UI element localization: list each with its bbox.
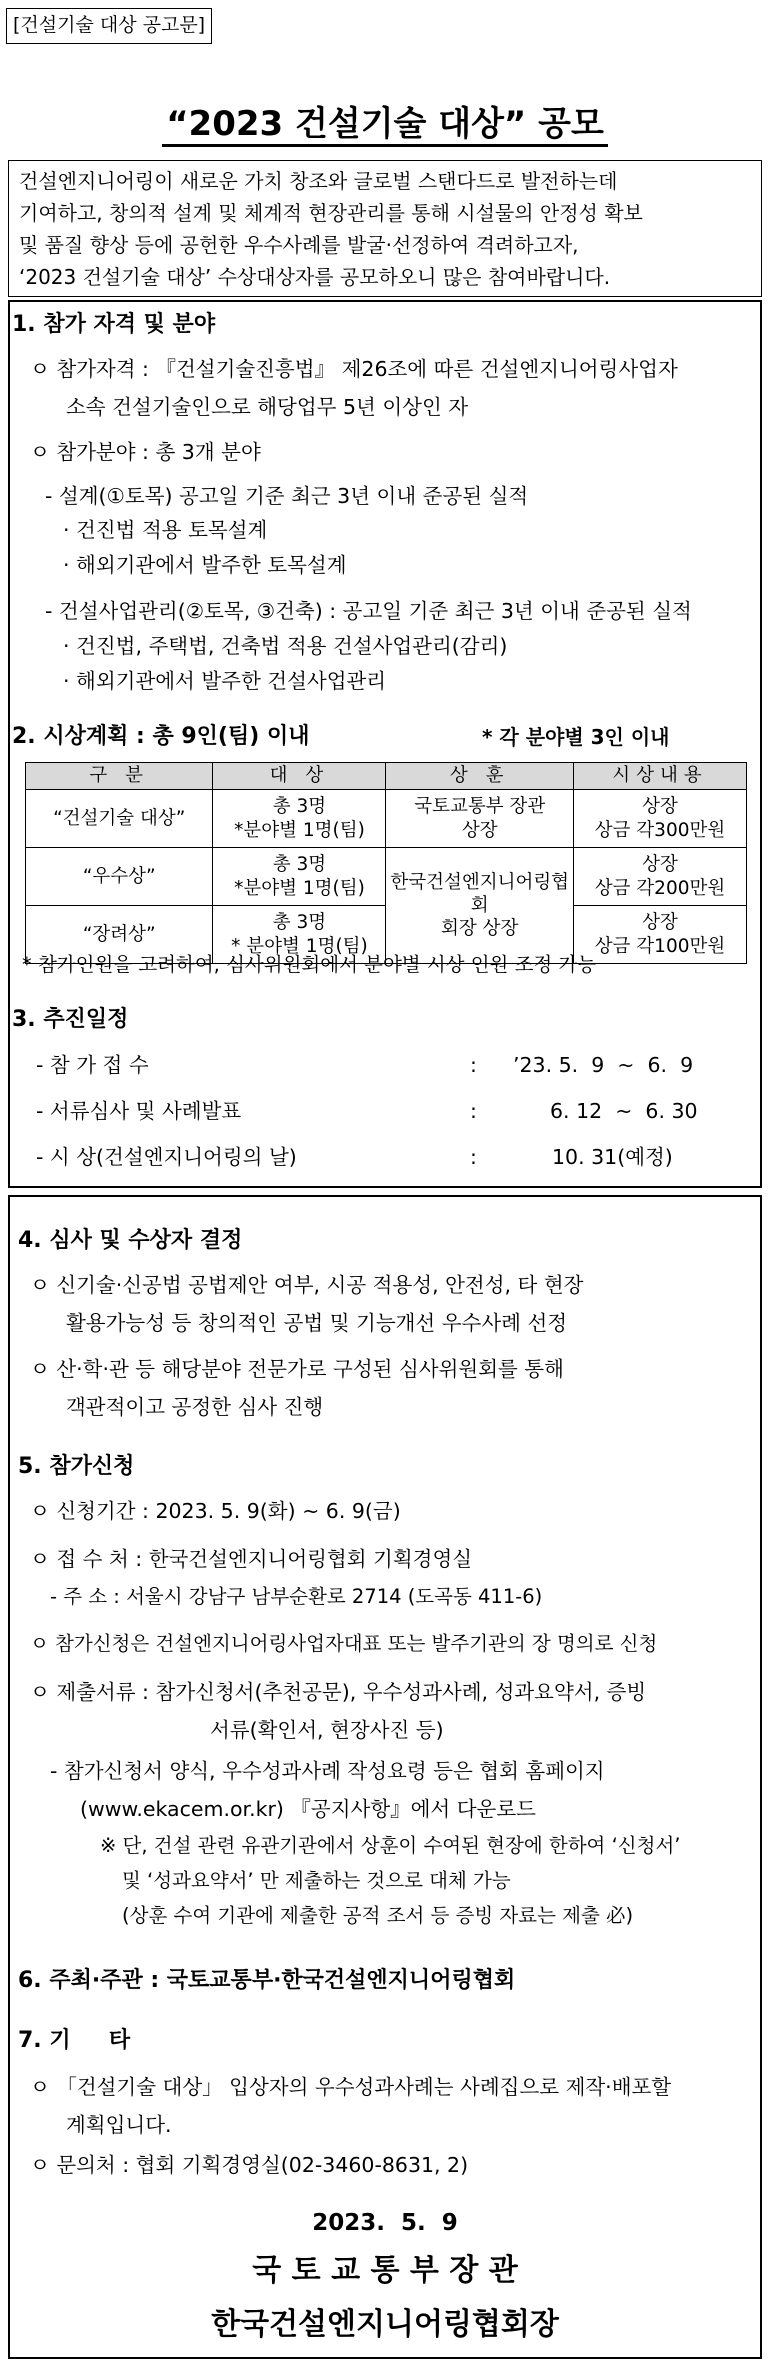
notice-label: [건설기술 대상 공고문] (6, 8, 212, 44)
section-1-heading: 1. 참가 자격 및 분야 (12, 312, 216, 337)
award-name: “장려상” (26, 906, 213, 964)
intro-line: ‘2023 건설기술 대상’ 수상대상자를 공모하오니 많은 참여바랍니다. (19, 265, 611, 289)
table-header: 상 훈 (386, 763, 573, 790)
schedule-colon: : (470, 1099, 477, 1123)
review-line: 객관적이고 공정한 심사 진행 (66, 1395, 324, 1419)
form-line: - 참가신청서 양식, 우수성과사례 작성요령 등은 협회 홈페이지 (50, 1759, 605, 1783)
review-criteria (30, 1266, 583, 1342)
intro-line: 기여하고, 창의적 설계 및 체계적 현장관리를 통해 시설물의 안정성 확보 (19, 201, 643, 225)
etc-line: 계획입니다. (66, 2113, 172, 2137)
award-prize-certificate: 상장 (642, 912, 678, 934)
award-target (213, 790, 386, 848)
award-target-total: 총 3명 (272, 912, 327, 934)
design-field: - 설계(①토목) 공고일 기준 최근 3년 이내 준공된 실적 (45, 484, 529, 508)
award-prize-money: 상금 각300만원 (594, 819, 726, 841)
table-row (26, 790, 747, 848)
award-prize-money: 상금 각200만원 (594, 877, 726, 899)
etc-contact: ㅇ 문의처 : 협회 기획경영실(02-3460-8631, 2) (30, 2153, 469, 2177)
etc-casebook (30, 2068, 671, 2144)
schedule-colon: : (470, 1053, 477, 1077)
design-item: · 건진법 적용 토목설계 (63, 518, 268, 542)
etc-line: ㅇ 「건설기술 대상」 입상자의 우수성과사례는 사례집으로 제작·배포할 (30, 2075, 672, 2099)
review-line: ㅇ 산·학·관 등 해당분야 전문가로 구성된 심사위원회를 통해 (30, 1357, 564, 1381)
award-honor (386, 790, 573, 848)
review-line: ㅇ 신기술·신공법 공법제안 여부, 시공 적용성, 안전성, 타 현장 (30, 1273, 584, 1297)
application-form (50, 1752, 605, 1828)
schedule-value: 6. 12 ~ 6. 30 (550, 1099, 698, 1123)
table-header-row (26, 763, 747, 790)
section-6-heading: 6. 주최·주관 : 국토교통부·한국건설엔지니어링협회 (18, 1968, 516, 1993)
application-applicant: ㅇ 참가신청은 건설엔지니어링사업자대표 또는 발주기관의 장 명의로 신청 (30, 1632, 658, 1655)
award-target (213, 848, 386, 906)
exception-line: 및 ‘성과요약서’ 만 제출하는 것으로 대체 가능 (122, 1869, 511, 1892)
table-header: 구 분 (26, 763, 213, 790)
application-period: ㅇ 신청기간 : 2023. 5. 9(화) ~ 6. 9(금) (30, 1499, 401, 1523)
intro-box (8, 160, 762, 297)
schedule-colon: : (470, 1145, 477, 1169)
award-prize-certificate: 상장 (642, 854, 678, 876)
qualification-text (30, 350, 678, 426)
award-honor-line: 한국건설엔지니어링협회 (390, 871, 570, 916)
awards-table (25, 762, 747, 964)
award-prize-money: 상금 각100만원 (594, 935, 726, 957)
award-honor (386, 848, 573, 964)
schedule-label: - 서류심사 및 사례발표 (36, 1099, 242, 1123)
page-title (0, 98, 770, 151)
docs-line: ㅇ 제출서류 : 참가신청서(추천공문), 우수성과사례, 성과요약서, 증빙 (30, 1680, 647, 1704)
exception-line: (상훈 수여 기관에 제출한 공적 조서 등 증빙 자료는 제출 必) (122, 1904, 634, 1927)
table-header: 대 상 (213, 763, 386, 790)
field-text: ㅇ 참가분야 : 총 3개 분야 (30, 440, 261, 464)
page-title-text: “2023 건설기술 대상” 공모 (162, 104, 608, 147)
section-7-heading: 7. 기 타 (18, 2028, 131, 2053)
table-row (26, 848, 747, 906)
award-target-note: * 분야별 1명(팀) (231, 935, 368, 957)
design-item: · 해외기관에서 발주한 토목설계 (63, 553, 347, 577)
review-committee (30, 1350, 564, 1426)
award-prize (573, 906, 746, 964)
section-3-heading: 3. 추진일정 (12, 1007, 129, 1032)
schedule-value: 10. 31(예정) (552, 1145, 673, 1169)
award-name: “건설기술 대상” (26, 790, 213, 848)
section-5-heading: 5. 참가신청 (18, 1454, 135, 1479)
cm-item: · 건진법, 주택법, 건축법 적용 건설사업관리(감리) (63, 634, 508, 658)
section-2-side-note: * 각 분야별 3인 이내 (482, 725, 670, 749)
review-line: 활용가능성 등 창의적인 공법 및 기능개선 우수사례 선정 (66, 1311, 568, 1335)
award-honor-line: 회장 상장 (441, 918, 519, 940)
schedule-label: - 참 가 접 수 (36, 1053, 149, 1077)
section-4-heading: 4. 심사 및 수상자 결정 (18, 1228, 243, 1253)
cm-item: · 해외기관에서 발주한 건설사업관리 (63, 669, 387, 693)
qualification-line: ㅇ 참가자격 : 『건설기술진흥법』 제26조에 따른 건설엔지니어링사업자 (30, 357, 678, 381)
signer-association: 한국건설엔지니어링협회장 (211, 2307, 559, 2342)
intro-line: 및 품질 향상 등에 공헌한 우수사례를 발굴·선정하여 격려하고자, (19, 233, 579, 257)
form-line: (www.ekacem.or.kr) 『공지사항』에서 다운로드 (80, 1797, 536, 1821)
notice-date: 2023. 5. 9 (312, 2210, 458, 2236)
application-docs (30, 1673, 646, 1749)
award-honor-line: 상장 (461, 819, 498, 841)
docs-line: 서류(확인서, 현장사진 등) (210, 1718, 444, 1742)
application-address: - 주 소 : 서울시 강남구 남부순환로 2714 (도곡동 411-6) (50, 1585, 543, 1608)
awards-note: * 참가인원을 고려하여, 심사위원회에서 분야별 시상 인원 조정 가능 (22, 953, 597, 976)
award-name: “우수상” (26, 848, 213, 906)
award-prize (573, 848, 746, 906)
award-prize-certificate: 상장 (642, 796, 678, 818)
exception-line: ※ 단, 건설 관련 유관기관에서 상훈이 수여된 현장에 한하여 ‘신청서’ (100, 1834, 681, 1857)
award-target-note: *분야별 1명(팀) (234, 819, 365, 841)
qualification-line: 소속 건설기술인으로 해당업무 5년 이상인 자 (66, 395, 469, 419)
award-honor-line: 국토교통부 장관 (414, 796, 546, 818)
award-target-total: 총 3명 (272, 796, 327, 818)
schedule-value: ’23. 5. 9 ~ 6. 9 (513, 1053, 694, 1077)
signer-minister: 국 토 교 통 부 장 관 (252, 2253, 518, 2288)
table-header: 시상내용 (573, 763, 746, 790)
application-exception (100, 1828, 680, 1933)
award-prize (573, 790, 746, 848)
schedule-label: - 시 상(건설엔지니어링의 날) (36, 1145, 297, 1169)
section-2-heading: 2. 시상계획 : 총 9인(팀) 이내 (12, 724, 310, 749)
award-target-total: 총 3명 (272, 854, 327, 876)
cm-field: - 건설사업관리(②토목, ③건축) : 공고일 기준 최근 3년 이내 준공된 실적 (45, 599, 692, 623)
intro-line: 건설엔지니어링이 새로운 가치 창조와 글로벌 스탠다드로 발전하는데 (19, 169, 618, 193)
application-office: ㅇ 접 수 처 : 한국건설엔지니어링협회 기획경영실 (30, 1547, 473, 1571)
award-target-note: *분야별 1명(팀) (234, 877, 365, 899)
